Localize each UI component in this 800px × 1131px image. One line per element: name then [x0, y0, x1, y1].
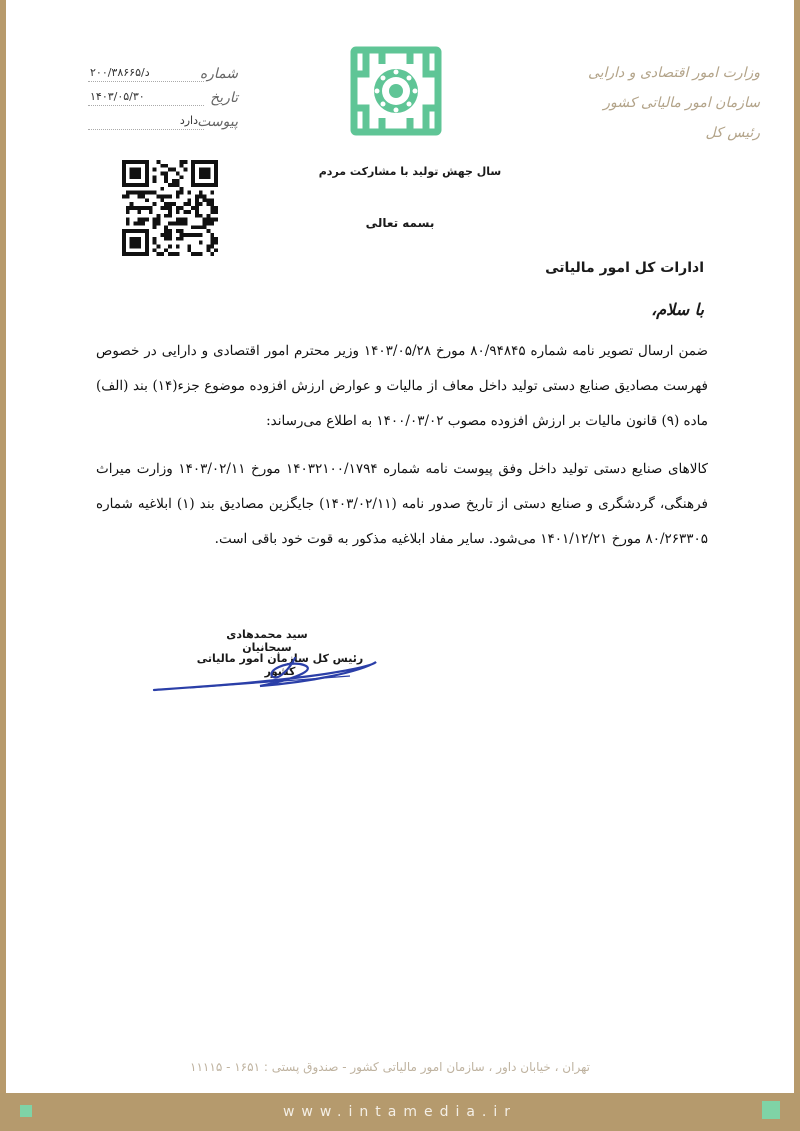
number-label: شماره — [199, 66, 238, 82]
attachment-row — [88, 106, 238, 130]
date-label: تاریخ — [210, 90, 238, 106]
besmellah-heading: بسمه تعالی — [365, 216, 435, 230]
tax-emblem-icon — [348, 44, 444, 138]
ministry-line-2: سازمان امور مالیاتی کشور — [603, 95, 760, 111]
footer-website-link[interactable]: www.intamedia.ir — [282, 1104, 518, 1120]
number-row — [88, 58, 238, 82]
qr-code-icon — [122, 160, 218, 256]
signature-icon — [150, 648, 380, 698]
date-value: ۱۴۰۳/۰۵/۳۰ — [88, 90, 204, 106]
frame-left-border — [0, 0, 6, 1131]
letter-meta — [88, 58, 238, 130]
body-paragraph-1: ضمن ارسال تصویر نامه شماره ۸۰/۹۴۸۴۵ مورخ ۱۴۰۳/۰۵/۲۸ وزیر محترم امور اقتصادی و دارایی در خصوص فهرست مصادیق صنایع دستی تولید داخل معاف از مالیات و عوارض ارزش افزوده موضوع جزء(۱۴) بند (الف) ماده (۹) قانون مالیات بر ارزش افزوده مصوب ۱۴۰۰/۰۳/۰۲ به اطلاع می‌رساند: — [96, 343, 708, 429]
ministry-line-3: رئیس کل — [705, 125, 760, 141]
attachment-value: دارد — [88, 114, 204, 130]
ministry-heading — [530, 58, 760, 148]
body-paragraph-2: کالاهای صنایع دستی تولید داخل وفق پیوست نامه شماره ۱۴۰۳۲۱۰۰/۱۷۹۴ مورخ ۱۴۰۳/۰۲/۱۱ وزارت میراث فرهنگی، گردشگری و صنایع دستی از تاریخ صدور نامه (۱۴۰۳/۰۲/۱۱) جایگزین مصادیق بند (۱) ابلاغیه شماره ۸۰/۲۶۳۳۰۵ مورخ ۱۴۰۱/۱۲/۲۱ می‌شود. سایر مفاد ابلاغیه مذکور به قوت خود باقی است. — [96, 461, 708, 547]
ministry-line-1: وزارت امور اقتصادی و دارایی — [587, 65, 760, 81]
number-value: د/۲۰۰/۳۸۶۶۵ — [88, 66, 204, 82]
recipient-heading: ادارات کل امور مالیاتی — [545, 260, 704, 276]
year-slogan: سال جهش تولید با مشارکت مردم — [318, 165, 502, 178]
frame-right-border — [794, 0, 800, 1131]
footer-address: تهران ، خیابان داور ، سازمان امور مالیاتی کشور - صندوق پستی : ۱۶۵۱ - ۱۱۱۱۵ — [190, 1060, 590, 1074]
signer-name: سید محمدهادی سبحانیان — [226, 628, 308, 654]
signer-title: رئیس کل سازمان امور مالیاتی کشور — [196, 652, 364, 678]
date-row — [88, 82, 238, 106]
attachment-label: پیوست — [197, 114, 238, 130]
greeting: با سلام، — [651, 300, 704, 319]
